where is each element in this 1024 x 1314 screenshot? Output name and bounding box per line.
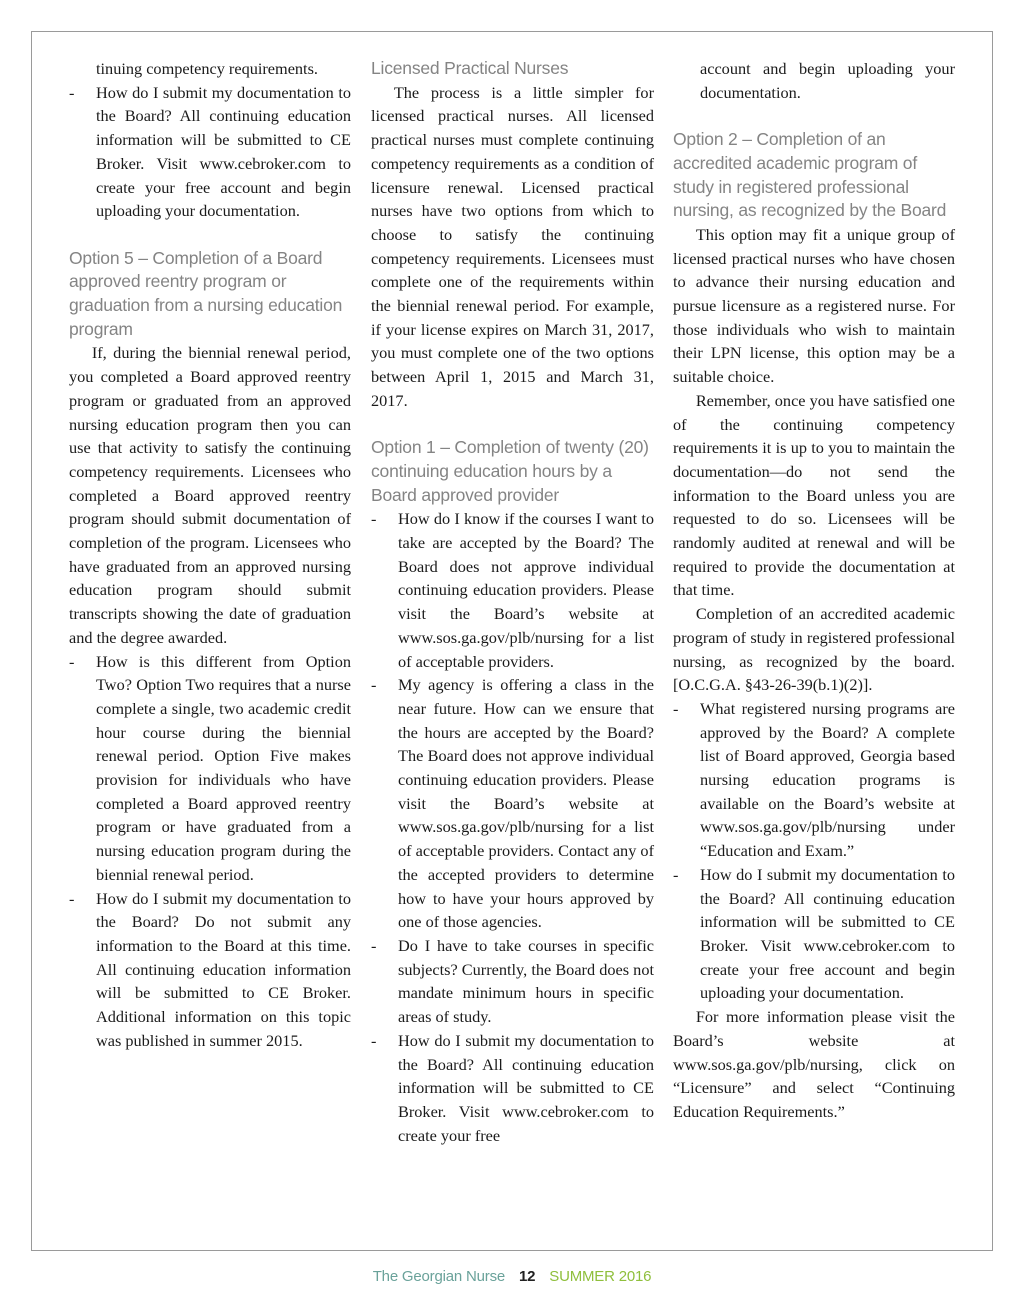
- issue-label: SUMMER 2016: [549, 1268, 652, 1285]
- faq-continuation-lpn: account and begin uploading your documentation.: [700, 59, 955, 102]
- option2-heading: Option 2 – Completion of an accredited academic program of study in registered professional nursing, as recognized by the Board: [673, 129, 947, 221]
- option2-body-1: This option may fit a unique group of licensed practical nurses who have chosen to advance their nursing education and pursue licensure as a registered nurse. For those individuals who wish to maintain their LPN license, this option may be a suitable choice.: [673, 224, 955, 387]
- faq-submit-documentation-3: - How do I submit my documentation to the Board? All continuing education information will be submitted to CE Broker. Visit www.cebroker.com to create your free account and begin uploading your documentation.: [673, 863, 955, 1005]
- faq-submit-documentation-lpn: - How do I submit my documentation to the Board? All continuing education information will be submitted to CE Broker. Visit www.cebroker.com to create your free: [371, 1029, 654, 1148]
- faq-rn-programs: - What registered nursing programs are approved by the Board? A complete list of Board approved, Georgia based nursing education programs is available on the Board’s website at www.sos.ga.gov/plb/nursing under “Education and Exam.”: [673, 697, 955, 863]
- option5-body: If, during the biennial renewal period, you completed a Board approved reentry program or graduated from an approved nursing education program then you can use that activity to satisfy the continuing competency requirements. Licensees who completed a Board approved reentry program should submit documentation of completion of the program. Licensees who have graduated from an approved nursing education program should submit transcripts showing the date of graduation and the degree awarded.: [69, 343, 351, 647]
- lpn-heading: Licensed Practical Nurses: [371, 58, 569, 78]
- faq-option-difference: - How is this different from Option Two? Option Two requires that a nurse complete a single, two academic credit hour course during the biennial renewal period. Option Five makes provision for individuals who have completed a Board approved reentry program or have graduated from a nursing education program during the biennial renewal period.: [69, 650, 351, 887]
- faq-list-continued: [673, 57, 955, 104]
- faq-list-rn: [69, 57, 351, 223]
- lpn-body: The process is a little simpler for licensed practical nurses. All licensed practical nurses must complete continuing competency requirements as a condition of licensure renewal. Licensed practical nurses have two options from which to choose to satisfy the continuing competency requirements. Licensees must complete one of the requirements within the biennial renewal period. For example, if your license expires on March 31, 2017, you must complete one of the two options between April 1, 2015 and March 31, 2017.: [371, 82, 654, 410]
- faq-list-option5: [69, 650, 351, 1053]
- option5-heading: Option 5 – Completion of a Board approved reentry program or graduation from a nursing education program: [69, 247, 343, 339]
- faq-specific-subjects: - Do I have to take courses in specific subjects? Currently, the Board does not mandate minimum hours in specific areas of study.: [371, 934, 654, 1029]
- magazine-title: The Georgian Nurse: [372, 1268, 506, 1285]
- faq-agency-class: - My agency is offering a class in the near future. How can we ensure that the hours are accepted by the Board? The Board does not approve individual continuing education providers. Please visit the Board’s website at www.sos.ga.gov/plb/nursing for a list of acceptable providers. Contact any of the accepted providers to determine how to have your hours approved by one of those agencies.: [371, 673, 654, 934]
- faq-list-option1: [371, 507, 654, 1147]
- column-2: [371, 57, 654, 1147]
- page-number: 12: [519, 1268, 536, 1285]
- faq-continuation: tinuing competency requirements.: [96, 59, 318, 78]
- page-footer: [0, 1268, 1024, 1285]
- option1-heading: Option 1 – Completion of twenty (20) continuing education hours by a Board approved provider: [371, 437, 649, 505]
- faq-submit-documentation: - How do I submit my documentation to the Board? All continuing education information will be submitted to CE Broker. Visit www.cebroker.com to create your free account and begin uploading your documentation.: [69, 81, 351, 223]
- faq-courses-accepted: - How do I know if the courses I want to take are accepted by the Board? The Board does not approve individual continuing education providers. Please visit the Board’s website at www.sos.ga.gov/plb/nursing for a list of acceptable providers.: [371, 507, 654, 673]
- option2-body-3: Completion of an accredited academic program of study in registered professional nursing, as recognized by the board. [O.C.G.A. §43-26-39(b.1)(2)].: [673, 604, 955, 695]
- more-info: For more information please visit the Board’s website at www.sos.ga.gov/plb/nursing, click on “Licensure” and select “Continuing Education Requirements.”: [673, 1007, 955, 1121]
- faq-list-option2: [673, 697, 955, 1005]
- faq-submit-documentation-2: - How do I submit my documentation to the Board? Do not submit any information to the Board at this time. All continuing education information will be submitted to CE Broker. Additional information on this topic was published in summer 2015.: [69, 887, 351, 1053]
- option2-body-2: Remember, once you have satisfied one of the continuing competency requirements it is up to you to maintain the documentation—do not send the information to the Board unless you are requested to do so. Licensees will be randomly audited at renewal and will be required to provide the documentation at that time.: [673, 390, 955, 600]
- column-1: [69, 57, 351, 1053]
- column-3: [673, 57, 955, 1124]
